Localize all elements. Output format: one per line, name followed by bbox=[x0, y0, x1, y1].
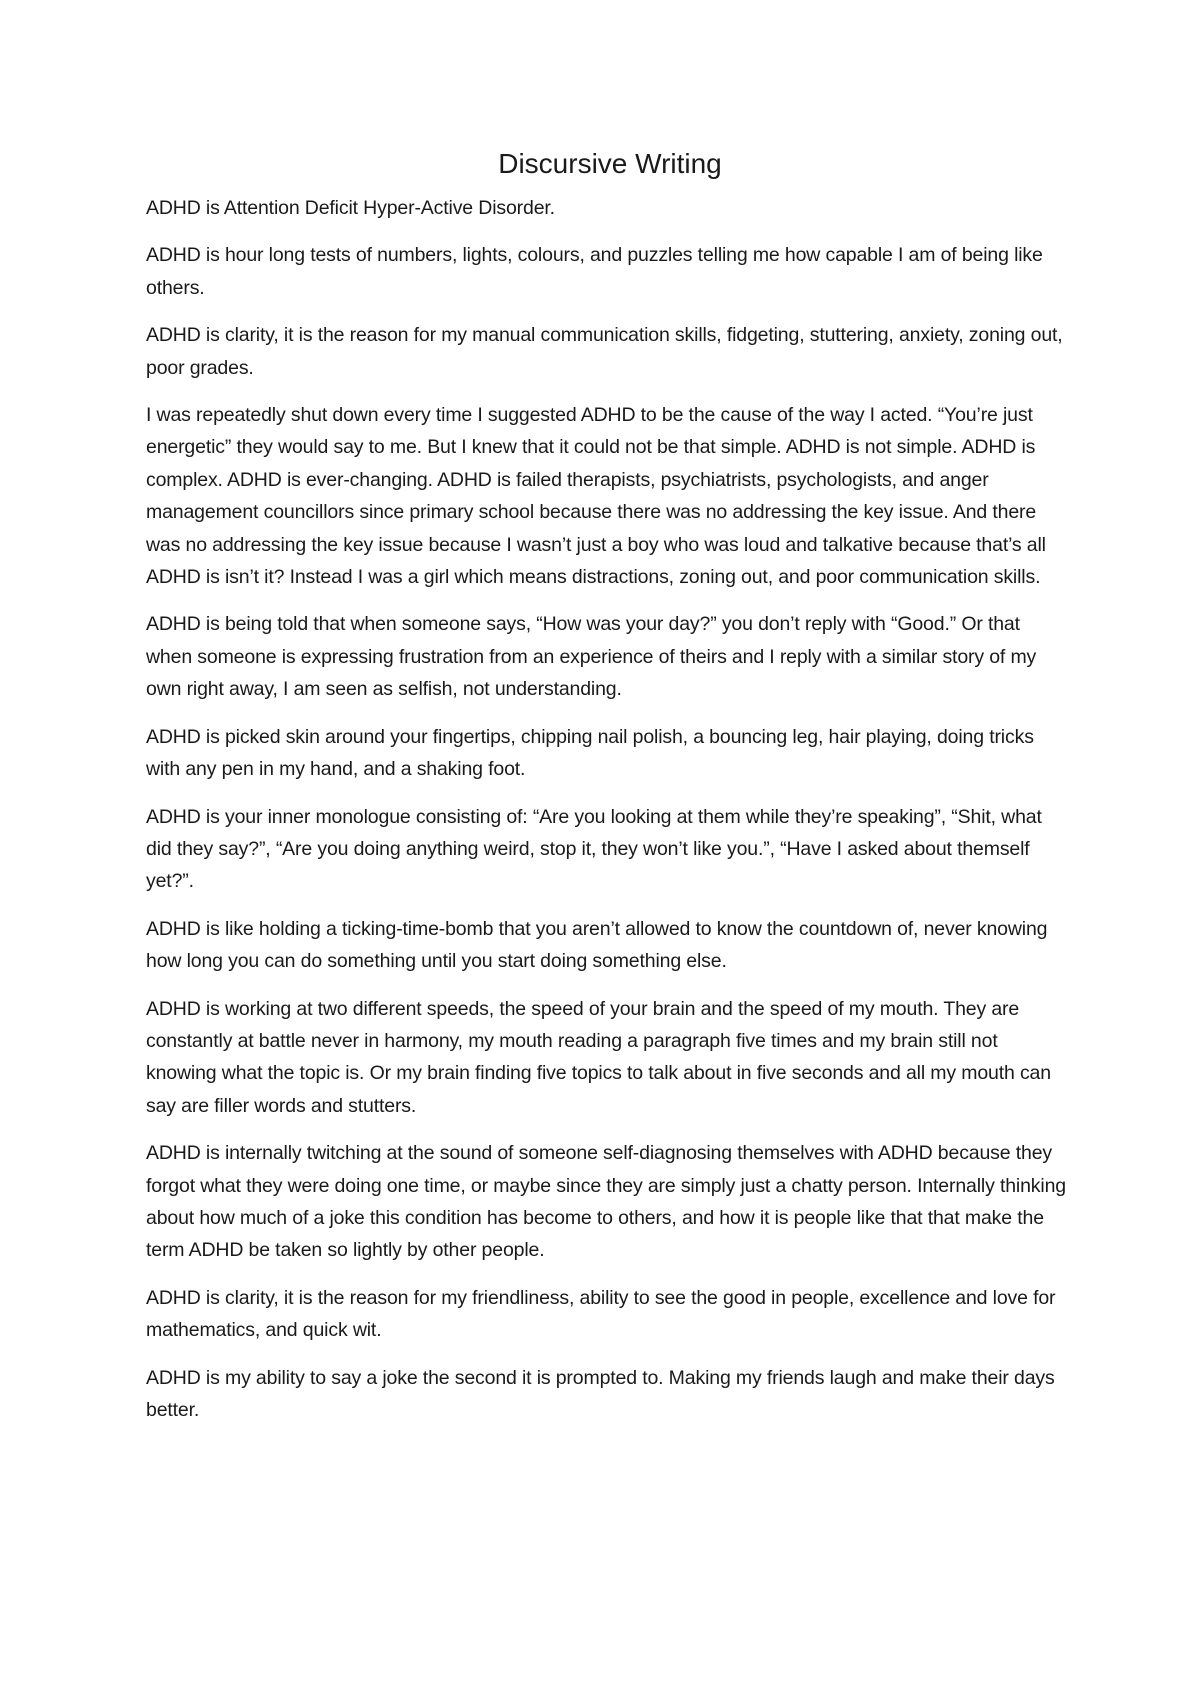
paragraph-8: ADHD is like holding a ticking-time-bomb that you aren’t allowed to know the countdown of, never knowing how long you can do something until you start doing something else. bbox=[146, 917, 1048, 973]
document-title: Discursive Writing bbox=[498, 148, 722, 179]
paragraph-11: ADHD is clarity, it is the reason for my friendliness, ability to see the good in people, excellence and love for mathematics, and quick wit. bbox=[146, 1286, 1056, 1342]
paragraph-5: ADHD is being told that when someone says, “How was your day?” you don’t reply with “Good.” Or that when someone is expressing frustration from an experience of theirs and I reply with a similar story of my own right away, I am seen as selfish, not understanding. bbox=[146, 613, 1037, 701]
paragraph-9: ADHD is working at two different speeds, the speed of your brain and the speed of my mouth. They are constantly at battle never in harmony, my mouth reading a paragraph five times and my brain still not knowing what the topic is. Or my brain finding five topics to talk about in five seconds and all my mouth can say are filler words and stutters. bbox=[146, 997, 1051, 1117]
paragraph-7: ADHD is your inner monologue consisting of: “Are you looking at them while they’re speaking”, “Shit, what did they say?”, “Are you doing anything weird, stop it, they won’t like you.”, “Have I asked about themself yet?”. bbox=[146, 805, 1042, 893]
paragraph-3: ADHD is clarity, it is the reason for my manual communication skills, fidgeting, stuttering, anxiety, zoning out, poor grades. bbox=[146, 324, 1063, 379]
paragraph-4: I was repeatedly shut down every time I suggested ADHD to be the cause of the way I acted. “You’re just energetic” they would say to me. But I knew that it could not be that simple. ADHD is not simple. ADHD is complex. ADHD is ever-changing. ADHD is failed therapists, psychiatrists, psychologists, and anger management councillors since primary school because there was no addressing the key issue. And there was no addressing the key issue because I wasn’t just a boy who was loud and talkative because that’s all ADHD is isn’t it? Instead I was a girl which means distractions, zoning out, and poor communication skills. bbox=[146, 404, 1046, 589]
paragraph-10: ADHD is internally twitching at the sound of someone self-diagnosing themselves with ADHD because they forgot what they were doing one time, or maybe since they are simply just a chatty person. Internally thinking about how much of a joke this condition has become to others, and how it is people like that that make the term ADHD be taken so lightly by other people. bbox=[146, 1142, 1066, 1262]
paragraph-6: ADHD is picked skin around your fingertips, chipping nail polish, a bouncing leg, hair playing, doing tricks with any pen in my hand, and a shaking foot. bbox=[146, 725, 1034, 781]
paragraph-2: ADHD is hour long tests of numbers, lights, colours, and puzzles telling me how capable I am of being like others. bbox=[146, 244, 1043, 299]
paragraph-1: ADHD is Attention Deficit Hyper-Active Disorder. bbox=[146, 197, 555, 219]
paragraph-12: ADHD is my ability to say a joke the second it is prompted to. Making my friends laugh and make their days better. bbox=[146, 1366, 1055, 1421]
